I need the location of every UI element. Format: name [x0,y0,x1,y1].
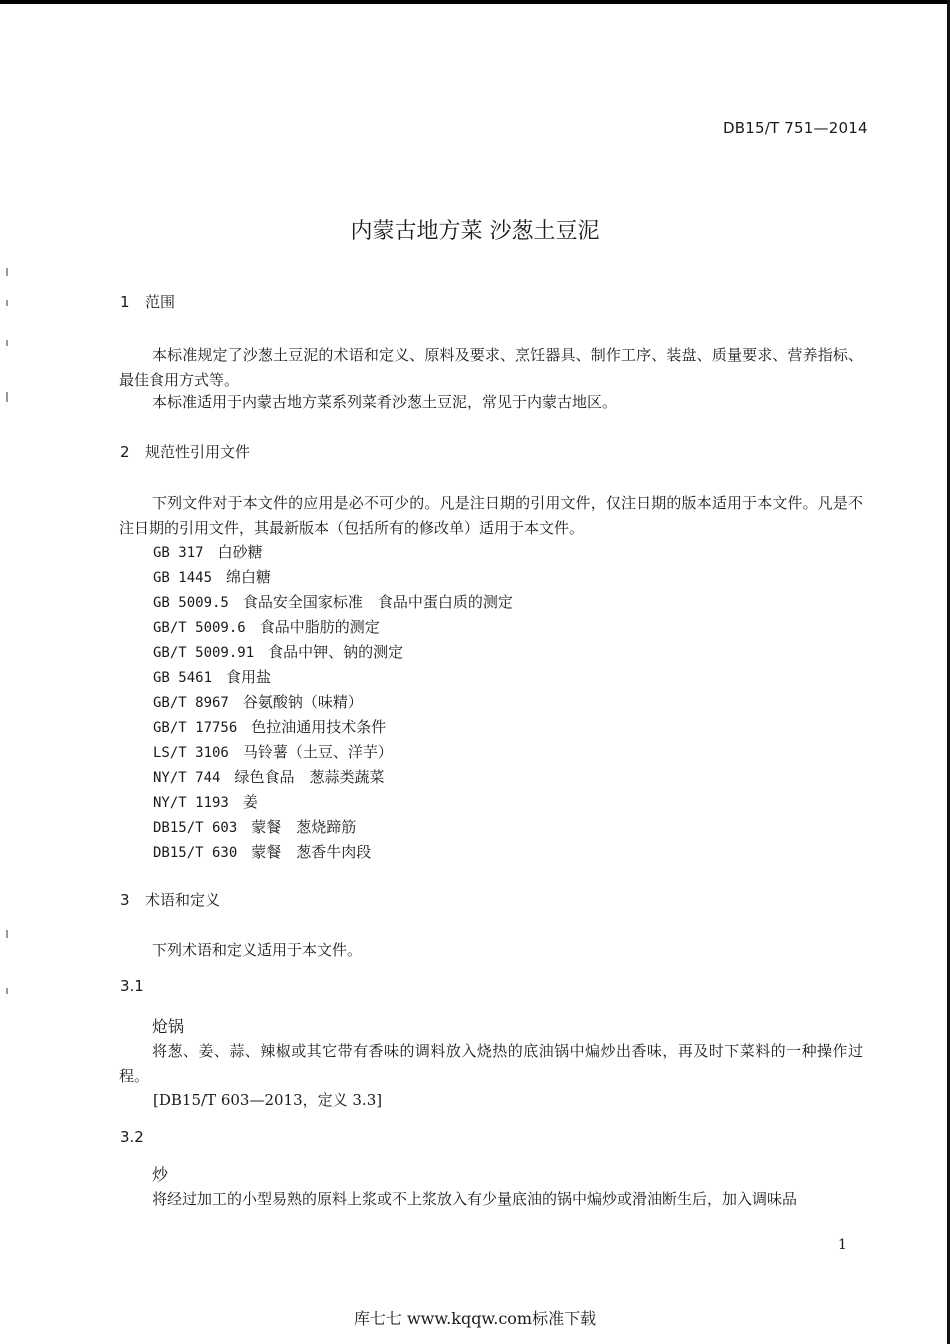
reference-code: GB/T 8967 [153,695,229,711]
term-number: 3.2 [120,1128,144,1146]
reference-code: DB15/T 603 [153,820,238,836]
section-title: 规范性引用文件 [145,443,251,461]
section-title: 术语和定义 [145,891,221,909]
reference-code: NY/T 744 [153,770,221,786]
reference-code: GB/T 17756 [153,720,238,736]
reference-item [153,591,513,612]
reference-code: GB 317 [153,545,204,561]
term-title: 炝锅 [152,1017,185,1036]
reference-item [153,641,403,662]
paragraph: 下列文件对于本文件的应用是必不可少的。凡是注日期的引用文件，仅注日期的版本适用于本文件。凡是不注日期的引用文件，其最新版本（包括所有的修改单）适用于本文件。 [119,494,863,537]
reference-code: GB 5009.5 [153,595,229,611]
term-definition: 将葱、姜、蒜、辣椒或其它带有香味的调料放入烧热的底油锅中煸炒出香味，再及时下菜料的一种操作过程。 [119,1042,863,1085]
section-number: 2 [120,443,130,461]
reference-name: 食品中钾、钠的测定 [268,643,404,661]
paragraph: 本标准规定了沙葱土豆泥的术语和定义、原料及要求、烹饪器具、制作工序、装盘、质量要求、营养指标、最佳食用方式等。 [119,346,863,389]
reference-item [153,666,271,687]
section-heading-references [120,441,250,462]
page-number: 1 [838,1237,847,1253]
reference-item [153,841,371,862]
reference-item [153,766,384,787]
section-number: 3 [120,891,130,909]
footer-watermark: 库七七 www.kqqw.com标准下载 [353,1309,597,1328]
reference-item [153,816,356,837]
term-definition: 将经过加工的小型易熟的原料上浆或不上浆放入有少量底油的锅中煸炒或滑油断生后，加入调味品 [152,1190,798,1208]
reference-name: 绵白糖 [226,568,272,586]
reference-name: 绿色食品 葱蒜类蔬菜 [234,768,385,786]
scan-mark [6,268,8,276]
reference-code: GB/T 5009.91 [153,645,255,661]
paragraph: 本标准适用于内蒙古地方菜系列菜肴沙葱土豆泥，常见于内蒙古地区。 [152,393,618,411]
paragraph: 下列术语和定义适用于本文件。 [152,941,363,959]
top-border-line [0,0,950,4]
reference-code: GB 5461 [153,670,213,686]
reference-code: LS/T 3106 [153,745,229,761]
section-title: 范围 [145,293,176,311]
section-heading-terms [120,889,220,910]
reference-code: GB 1445 [153,570,213,586]
reference-item [153,716,386,737]
reference-code: DB15/T 630 [153,845,238,861]
reference-name: 马铃薯（土豆、洋芋） [242,743,393,761]
reference-name: 白砂糖 [217,543,263,561]
standard-code: DB15/T 751—2014 [723,119,868,137]
reference-item [153,691,363,712]
scan-mark [6,340,8,346]
reference-item [153,791,258,812]
section-heading-scope [120,291,175,312]
reference-item [153,616,380,637]
reference-item [153,541,263,562]
reference-name: 色拉油通用技术条件 [251,718,387,736]
term-citation: [DB15/T 603—2013，定义 3.3] [153,1091,383,1109]
reference-code: GB/T 5009.6 [153,620,246,636]
term-title: 炒 [152,1165,169,1184]
document-title: 内蒙古地方菜 沙葱土豆泥 [350,219,600,244]
reference-item [153,741,393,762]
section-number: 1 [120,293,130,311]
scan-mark [6,392,8,402]
reference-name: 谷氨酸钠（味精） [242,693,363,711]
scan-mark [6,988,8,994]
reference-name: 姜 [242,793,258,811]
scan-mark [6,300,8,306]
scan-mark [6,930,8,938]
reference-name: 蒙餐 葱烧蹄筋 [251,818,357,836]
reference-name: 食品中脂肪的测定 [259,618,380,636]
reference-name: 蒙餐 葱香牛肉段 [251,843,372,861]
reference-name: 食用盐 [226,668,272,686]
reference-item [153,566,271,587]
term-number: 3.1 [120,977,144,995]
reference-name: 食品安全国家标准 食品中蛋白质的测定 [242,593,513,611]
reference-code: NY/T 1193 [153,795,229,811]
